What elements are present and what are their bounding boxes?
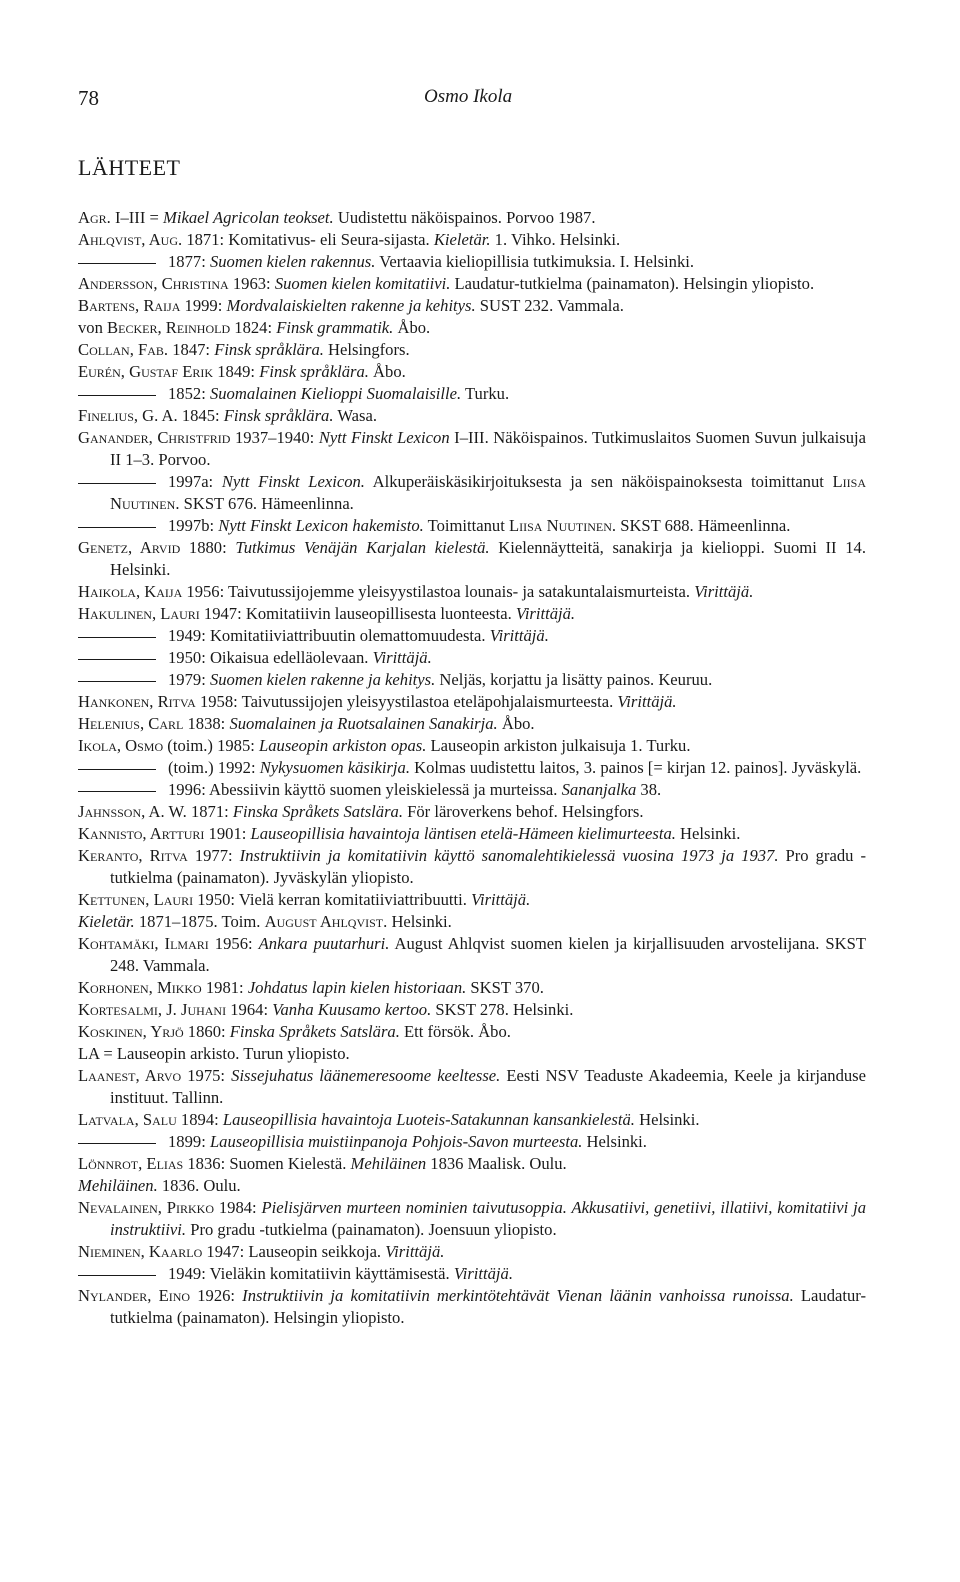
title-text: Lauseopillisia havaintoja läntisen etelä-Hämeen kielimurteesta. [250, 824, 676, 843]
reference-text: 1997b: [168, 516, 219, 535]
title-text: Nytt Finskt Lexicon [318, 428, 450, 447]
reference-entry [78, 339, 866, 361]
reference-text: SKST 370. [466, 978, 544, 997]
title-text: Virittäjä. [617, 692, 677, 711]
reference-entry [78, 1241, 866, 1263]
title-text: Instruktiivin ja komitatiivin merkintötehtävät Vienan läänin vanhoissa runoissa. [242, 1286, 794, 1305]
author-name: Kortesalmi, J. Juhani [78, 1000, 227, 1019]
ditto-dash [78, 681, 156, 682]
title-text: Finsk grammatik. [276, 318, 394, 337]
author-name: Haikola, Kaija [78, 582, 183, 601]
reference-text: 1949: Vieläkin komitatiivin käyttämisestä. [168, 1264, 454, 1283]
author-name: August Ahlqvist [264, 912, 384, 931]
author-name: Laanest, Arvo [78, 1066, 182, 1085]
reference-text: (toim.) 1985: [163, 736, 260, 755]
author-name: Ahlqvist, Aug. [78, 230, 183, 249]
author-name: Kohtamäki, Ilmari [78, 934, 209, 953]
reference-text: 1877: [168, 252, 210, 271]
reference-entry [78, 801, 866, 823]
reference-text: 1937–1940: [230, 428, 319, 447]
reference-text: 1824: [230, 318, 277, 337]
reference-text: Pro gradu -tutkielma (painamaton). Jyväskylän yliopisto. [110, 846, 866, 887]
reference-text: SKST 278. Helsinki. [431, 1000, 574, 1019]
page-number: 78 [78, 86, 99, 110]
ditto-dash [78, 527, 156, 528]
reference-entry [78, 1043, 866, 1065]
reference-text: Uudistettu näköispainos. Porvoo 1987. [333, 208, 596, 227]
reference-text: 1871: Komitativus- eli Seura-sijasta. [182, 230, 434, 249]
title-text: Finska Språkets Satslära. [229, 1022, 400, 1041]
ditto-dash [78, 791, 156, 792]
reference-text: 1847: [168, 340, 215, 359]
author-name: Nieminen, Kaarlo [78, 1242, 203, 1261]
reference-text: 1845: [177, 406, 224, 425]
author-name: Kettunen, Lauri [78, 890, 194, 909]
title-text: Kieletär. [433, 230, 491, 249]
reference-text: Toimittanut [423, 516, 509, 535]
author-name: Andersson, Christina [78, 274, 229, 293]
reference-text: . SKST 688. Hämeenlinna. [611, 516, 791, 535]
title-text: Nytt Finskt Lexicon. [221, 472, 365, 491]
title-text: Suomen kielen rakenne ja kehitys. [209, 670, 436, 689]
reference-text: 1947: Lauseopin seikkoja. [202, 1242, 386, 1261]
author-name: Korhonen, Mikko [78, 978, 202, 997]
reference-text: 1901: [204, 824, 251, 843]
reference-text: Åbo. [497, 714, 535, 733]
reference-text: 1836: Suomen Kielestä. [183, 1154, 351, 1173]
reference-entry [78, 515, 866, 537]
reference-text: August Ahlqvist suomen kielen ja kirjallisuuden arvostelijana. SKST 248. Vammala. [110, 934, 866, 975]
reference-text: . SKST 676. Hämeenlinna. [175, 494, 354, 513]
reference-entry [78, 361, 866, 383]
reference-text: 1949: Komitatiiviattribuutin olemattomuudesta. [168, 626, 490, 645]
reference-text: Laudatur-tutkielma (painamaton). Helsingin yliopisto. [450, 274, 815, 293]
reference-text: 1836 Maalisk. Oulu. [426, 1154, 567, 1173]
ditto-dash [78, 659, 156, 660]
author-name: Nylander, Eino [78, 1286, 191, 1305]
reference-entry [78, 889, 866, 911]
title-text: Mordvalaiskielten rakenne ja kehitys. [226, 296, 476, 315]
title-text: Nykysuomen käsikirja. [259, 758, 410, 777]
running-head: Osmo Ikola [424, 86, 513, 107]
reference-text: 1984: [214, 1198, 262, 1217]
reference-entry [78, 229, 866, 251]
reference-text: Turku. [461, 384, 510, 403]
reference-text: . Helsinki. [383, 912, 452, 931]
author-name: Becker, Reinhold [107, 318, 231, 337]
title-text: Lauseopin arkiston opas. [259, 736, 427, 755]
reference-text: 1836. Oulu. [157, 1176, 241, 1195]
reference-entry [78, 383, 866, 405]
reference-entry [78, 823, 866, 845]
reference-entry [78, 427, 866, 471]
author-name: Collan, Fab. [78, 340, 169, 359]
reference-text: Ett försök. Åbo. [399, 1022, 511, 1041]
reference-text: 1975: [181, 1066, 232, 1085]
reference-entry [78, 713, 866, 735]
title-text: Pielisjärven murteen nominien taivutusoppia. Akkusatiivi, genetiivi, illatiivi, komitatiivi ja instruktiivi. [110, 1198, 866, 1239]
author-name: Hankonen, Ritva [78, 692, 196, 711]
reference-text: 1871: [186, 802, 233, 821]
title-text: Virittäjä. [385, 1242, 445, 1261]
reference-text: 1997a: [168, 472, 222, 491]
title-text: Virittäjä. [453, 1264, 513, 1283]
reference-text: Neljäs, korjattu ja lisätty painos. Keuruu. [435, 670, 713, 689]
title-text: Kieletär. [78, 912, 135, 931]
reference-entry [78, 317, 866, 339]
title-text: Tutkimus Venäjän Karjalan kielestä. [235, 538, 490, 557]
reference-text: Wasa. [333, 406, 378, 425]
title-text: Suomen kielen komitatiivi. [274, 274, 451, 293]
title-text: Suomalainen ja Ruotsalainen Sanakirja. [229, 714, 498, 733]
reference-entry [78, 273, 866, 295]
reference-text: 1894: [176, 1110, 223, 1129]
title-text: Virittäjä. [471, 890, 531, 909]
reference-entry [78, 625, 866, 647]
author-name: Liisa Nuutinen [110, 472, 867, 513]
title-text: Suomalainen Kielioppi Suomalaisille. [209, 384, 462, 403]
reference-text: SUST 232. Vammala. [475, 296, 624, 315]
reference-entry [78, 207, 866, 229]
title-text: Ankara puutarhuri. [258, 934, 390, 953]
reference-entry [78, 977, 866, 999]
reference-text: 1880: [180, 538, 236, 557]
author-name: Bartens, Raija [78, 296, 181, 315]
reference-entry [78, 1065, 866, 1109]
reference-text: 1956: [208, 934, 259, 953]
title-text: Instruktiivin ja komitatiivin käyttö sanomalehtikielessä vuosina 1973 ja 1937. [239, 846, 779, 865]
reference-text: 1950: Vielä kerran komitatiiviattribuutti. [193, 890, 472, 909]
title-text: Johdatus lapin kielen historiaan. [247, 978, 467, 997]
title-text: Mehiläinen [350, 1154, 427, 1173]
reference-text: 1956: Taivutussijojemme yleisyystilastoa lounais- ja satakuntalaismurteista. [182, 582, 695, 601]
reference-entry [78, 1131, 866, 1153]
author-name: Genetz, Arvid [78, 538, 181, 557]
reference-text: 1. Vihko. Helsinki. [490, 230, 621, 249]
reference-entry [78, 1021, 866, 1043]
author-name: Kannisto, Artturi [78, 824, 205, 843]
author-name: Liisa Nuutinen [509, 516, 612, 535]
reference-text: Eesti NSV Teaduste Akadeemia, Keele ja kirjanduse instituut. Tallinn. [110, 1066, 867, 1107]
title-text: Virittäjä. [515, 604, 576, 623]
reference-entry [78, 933, 866, 977]
reference-text: Vertaavia kieliopillisia tutkimuksia. I. Helsinki. [375, 252, 695, 271]
reference-text: 1899: [168, 1132, 210, 1151]
reference-entry [78, 1285, 866, 1329]
reference-text: 1963: [228, 274, 275, 293]
reference-entry [78, 1153, 866, 1175]
reference-text: Alkuperäiskäsikirjoituksesta ja sen näköispainoksesta toimittanut [364, 472, 833, 491]
reference-entry [78, 581, 866, 603]
title-text: Lauseopillisia havaintoja Luoteis-Satakunnan kansankielestä. [222, 1110, 635, 1129]
section-title: LÄHTEET [78, 155, 181, 180]
reference-text: 1926: [190, 1286, 243, 1305]
reference-text: 1981: [201, 978, 248, 997]
author-name: Keranto, Ritva [78, 846, 188, 865]
title-text: Finsk språklära. [259, 362, 369, 381]
author-name: Agr. [78, 208, 111, 227]
reference-text: Pro gradu -tutkielma (painamaton). Joensuun yliopisto. [186, 1220, 557, 1239]
reference-entry [78, 405, 866, 427]
author-name: Finelius, G. A. [78, 406, 178, 425]
reference-text: von [78, 318, 108, 337]
ditto-dash [78, 395, 156, 396]
reference-text: I–III. Näköispainos. Tutkimuslaitos Suomen Suvun julkaisuja II 1–3. Porvoo. [110, 428, 866, 469]
reference-entry [78, 999, 866, 1021]
reference-text: I–III = [110, 208, 164, 227]
reference-entry [78, 1197, 866, 1241]
author-name: Jahnsson, A. W. [78, 802, 187, 821]
reference-text: Laudatur-tutkielma (painamaton). Helsingin yliopisto. [110, 1286, 866, 1327]
title-text: Finska Språkets Satslära. [232, 802, 403, 821]
author-name: Eurén, Gustaf Erik [78, 362, 214, 381]
reference-entry [78, 603, 866, 625]
author-name: Ganander, Christfrid [78, 428, 231, 447]
reference-text: 1852: [168, 384, 210, 403]
reference-text: 1996: Abessiivin käyttö suomen yleiskielessä ja murteissa. [168, 780, 562, 799]
reference-text: Helsinki. [582, 1132, 647, 1151]
author-name: Koskinen, Yrjö [78, 1022, 184, 1041]
title-text: Finsk språklära. [214, 340, 324, 359]
title-text: Virittäjä. [372, 648, 432, 667]
reference-entry [78, 471, 866, 515]
reference-text: (toim.) 1992: [168, 758, 260, 777]
title-text: Lauseopillisia muistiinpanoja Pohjois-Savon murteesta. [209, 1132, 583, 1151]
ditto-dash [78, 1143, 156, 1144]
reference-entry [78, 735, 866, 757]
reference-entry [78, 1109, 866, 1131]
reference-text: 1950: Oikaisua edelläolevaan. [168, 648, 373, 667]
ditto-dash [78, 263, 156, 264]
reference-entry [78, 669, 866, 691]
reference-entry [78, 537, 866, 581]
ditto-dash [78, 769, 156, 770]
reference-entry [78, 691, 866, 713]
author-name: Nevalainen, Pirkko [78, 1198, 214, 1217]
reference-entry [78, 757, 866, 779]
reference-text: 38. [636, 780, 662, 799]
reference-text: 1871–1875. Toim. [134, 912, 265, 931]
title-text: Finsk språklära. [223, 406, 334, 425]
reference-text: 1849: [213, 362, 260, 381]
reference-text: Helsinki. [634, 1110, 700, 1129]
title-text: Suomen kielen rakennus. [209, 252, 376, 271]
reference-text: För läroverkens behof. Helsingfors. [402, 802, 644, 821]
reference-text: Åbo. [393, 318, 431, 337]
author-name: Helenius, Carl [78, 714, 184, 733]
reference-text: 1947: Komitatiivin lauseopillisesta luonteesta. [199, 604, 516, 623]
title-text: Vanha Kuusamo kertoo. [272, 1000, 432, 1019]
reference-text: 1964: [226, 1000, 273, 1019]
title-text: Virittäjä. [694, 582, 754, 601]
author-name: Latvala, Salu [78, 1110, 177, 1129]
reference-entry [78, 251, 866, 273]
title-text: Sissejuhatus läänemeresoome keeltesse. [231, 1066, 501, 1085]
ditto-dash [78, 483, 156, 484]
reference-list [78, 207, 866, 1329]
reference-entry [78, 295, 866, 317]
reference-text: 1977: [187, 846, 240, 865]
author-name: Hakulinen, Lauri [78, 604, 200, 623]
reference-text: Lauseopin arkiston julkaisuja 1. Turku. [426, 736, 691, 755]
reference-text: Helsinki. [675, 824, 741, 843]
reference-entry [78, 1175, 866, 1197]
reference-text: 1860: [183, 1022, 230, 1041]
title-text: Virittäjä. [489, 626, 549, 645]
reference-entry [78, 779, 866, 801]
title-text: Mehiläinen. [78, 1176, 158, 1195]
ditto-dash [78, 1275, 156, 1276]
title-text: Nytt Finskt Lexicon hakemisto. [218, 516, 424, 535]
reference-text: 1958: Taivutussijojen yleisyystilastoa eteläpohjalaismurteesta. [195, 692, 618, 711]
author-name: Lönnrot, Elias [78, 1154, 184, 1173]
reference-entry [78, 845, 866, 889]
reference-text: 1979: [168, 670, 210, 689]
reference-entry [78, 911, 866, 933]
reference-text: Åbo. [368, 362, 406, 381]
reference-text: 1838: [183, 714, 230, 733]
reference-text: 1999: [180, 296, 227, 315]
reference-entry [78, 1263, 866, 1285]
title-text: Sananjalka [561, 780, 637, 799]
reference-entry [78, 647, 866, 669]
reference-text: Kielennäytteitä, sanakirja ja kielioppi. Suomi II 14. Helsinki. [110, 538, 866, 579]
ditto-dash [78, 637, 156, 638]
reference-text: Helsingfors. [323, 340, 410, 359]
author-name: Ikola, Osmo [78, 736, 164, 755]
title-text: Mikael Agricolan teokset. [163, 208, 334, 227]
reference-text: Kolmas uudistettu laitos, 3. painos [= kirjan 12. painos]. Jyväskylä. [409, 758, 862, 777]
reference-text: LA = Lauseopin arkisto. Turun yliopisto. [78, 1044, 350, 1063]
